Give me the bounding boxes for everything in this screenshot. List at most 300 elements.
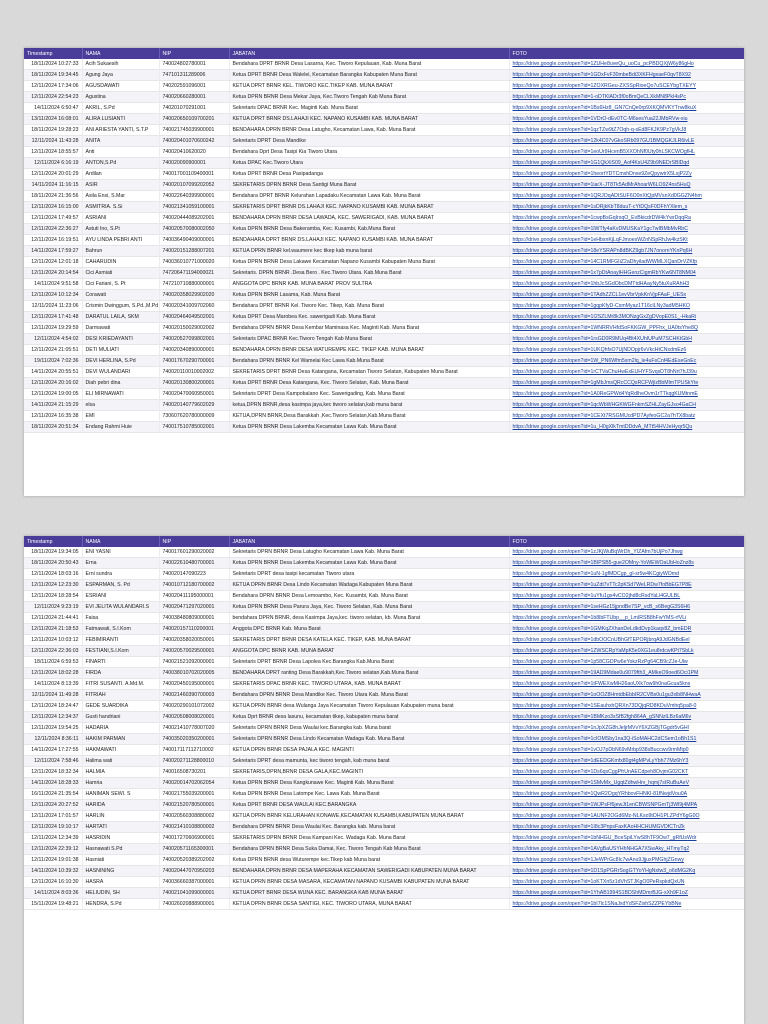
timestamp-cell: 12/11/2024 20:01:29 bbox=[24, 169, 82, 180]
foto-link[interactable]: https://drive.google.com/open?id=1G1QkXiS09_Aof4KsU4Z9b9NEDrSBlDqd bbox=[509, 158, 744, 169]
table-row bbox=[24, 213, 744, 224]
nama-cell: Hamria bbox=[82, 778, 159, 789]
jabatan-cell: Sekretaris DPRN BRNR Desa Lindo Kecamatan Wadaga Kab. Muna Barat bbox=[229, 734, 509, 745]
column-header-nip: NIP bbox=[159, 536, 229, 547]
foto-link[interactable]: https://drive.google.com/open?id=1oOOZ8HmtdbEbbIR2CVBs0u1gu3xlb8NHwaA bbox=[509, 690, 744, 701]
foto-link[interactable]: https://drive.google.com/open?id=1eoUr9HcenB5XXOhNf0Uty0hLSKCWOgfHL bbox=[509, 147, 744, 158]
data-table-1 bbox=[24, 48, 744, 433]
timestamp-cell: 12/11/2024 18:03:16 bbox=[24, 569, 82, 580]
jabatan-cell: Bendahara DPRN BRNR Desa Suka Damai, Kec. Tiworo Tengah Kab Muna Barat bbox=[229, 844, 509, 855]
nip-cell: 740020290101072002 bbox=[159, 701, 229, 712]
foto-link[interactable]: https://drive.google.com/open?id=1rsGD0R9MUq4Bt4XUhIUPuM7SCHKtGbH bbox=[509, 334, 744, 345]
timestamp-cell: 12/11/2024 12:34:39 bbox=[24, 833, 82, 844]
table-row bbox=[24, 169, 744, 180]
timestamp-cell: 12/11/2024 17:01:57 bbox=[24, 811, 82, 822]
table-row bbox=[24, 136, 744, 147]
foto-link[interactable]: https://drive.google.com/open?id=1nJpXZG8hJeljrMVvY6XZGBjTGgdr5vGHl bbox=[509, 723, 744, 734]
column-header-foto: FOTO bbox=[509, 536, 744, 547]
timestamp-cell: 12/11/2024 7:58:46 bbox=[24, 756, 82, 767]
table-row bbox=[24, 712, 744, 723]
table-row bbox=[24, 723, 744, 734]
foto-link[interactable]: https://drive.google.com/open?id=1u_H0gXlkTmtDDdvA_MTt54HVJeHyqr5Qu bbox=[509, 422, 744, 433]
table-row bbox=[24, 81, 744, 92]
timestamp-cell: 12/11/2024 16:35:38 bbox=[24, 411, 82, 422]
timestamp-cell: 13/11/2024 16:08:01 bbox=[24, 114, 82, 125]
table-row bbox=[24, 888, 744, 899]
table-row bbox=[24, 734, 744, 745]
nama-cell: Erni sundra bbox=[82, 569, 159, 580]
jabatan-cell: KETUA DPRT BRNR DESA WUNA KEC. BARANGKA KAB MUNA BARAT bbox=[229, 888, 509, 899]
nip-cell: 740020464049502001 bbox=[159, 312, 229, 323]
jabatan-cell: Bendahara DPRN BRNR Kel Wamelai Kec Lawa Kab.Muna Barat bbox=[229, 356, 509, 367]
jabatan-cell: Ketua DPRN BRNR Desa Lakawe Kecamatan Napano Kusambi Kabupaten Muna Barat bbox=[229, 257, 509, 268]
timestamp-cell: 14/11/2024 17:27:55 bbox=[24, 745, 82, 756]
foto-link[interactable]: https://drive.google.com/open?id=1seHGz15jpndBe7SP_vcB_s6BegG3S6H6 bbox=[509, 602, 744, 613]
foto-link[interactable]: https://drive.google.com/open?id=1dbOOCnUBhGfTEPORjbrqA9JdGNBdEeI bbox=[509, 635, 744, 646]
foto-link[interactable]: https://drive.google.com/open?id=1VDrO-dEv0TC-M6sesYua22JMbRVw-xiu bbox=[509, 114, 744, 125]
jabatan-cell: Bendahara DPRT BRNR Desa Lasarna, Kec. Tiworo Kepulauan, Kab. Muna Barat bbox=[229, 59, 509, 70]
table-row bbox=[24, 547, 744, 558]
foto-link[interactable]: https://drive.google.com/open?id=1gqpKfyD-CsmMyaz1T16clLNy3adM5HKO bbox=[509, 301, 744, 312]
nama-cell: Erna bbox=[82, 558, 159, 569]
timestamp-cell: 12/11/2024 19:54:25 bbox=[24, 723, 82, 734]
foto-link[interactable]: https://drive.google.com/open?id=1rCTVaChuHwExEUHYFSvqsDT8hNrt7hJ39u bbox=[509, 367, 744, 378]
jabatan-cell: Sekretaris DPRT Desa Mandike bbox=[229, 136, 509, 147]
jabatan-cell: Ketua DPRN BRNR Desa Latompe Kec. Lawa Kab. Muna Barat bbox=[229, 789, 509, 800]
nama-cell: ELI MIRNAWATI bbox=[82, 389, 159, 400]
nip-cell: 747210710880000001 bbox=[159, 279, 229, 290]
nama-cell: FEBIMIRANTI bbox=[82, 635, 159, 646]
foto-link[interactable]: https://drive.google.com/open?id=1cwpBsGqIrxqO_EvBkicdrDW4kYwrDqqRa bbox=[509, 213, 744, 224]
foto-link[interactable]: https://drive.google.com/open?id=1iarX-JT8Tk5AdMrAhoarW6LO9Z4ns5HuQ bbox=[509, 180, 744, 191]
nama-cell: HAKIM PARMAN bbox=[82, 734, 159, 745]
foto-link[interactable]: https://drive.google.com/open?id=1WJPsFf6jewJt1enCBWSNPGmTj3Wl9j4MPA bbox=[509, 800, 744, 811]
timestamp-cell: 16/11/2024 21:35:54 bbox=[24, 789, 82, 800]
foto-link[interactable]: https://drive.google.com/open?id=1Ds6qsCggPfrUnAECdpeh8OvjmG02CKT bbox=[509, 767, 744, 778]
jabatan-cell: KETUA,DPRN BRNR,Desa Barakkah ,Kec.Tiworo Selatan,Kab.Muna Barat bbox=[229, 411, 509, 422]
nama-cell: HAKMAWATI bbox=[82, 745, 159, 756]
timestamp-cell: 12/11/2024 17:41:48 bbox=[24, 312, 82, 323]
nama-cell: ESPARMAN, S. Pd bbox=[82, 580, 159, 591]
table-row bbox=[24, 290, 744, 301]
nip-cell: 740026020888900001 bbox=[159, 899, 229, 910]
timestamp-cell: 18/11/2024 20:50:43 bbox=[24, 558, 82, 569]
nip-cell: 740020340890000001 bbox=[159, 345, 229, 356]
table-row bbox=[24, 822, 744, 833]
timestamp-cell: 18/11/2024 20:51:34 bbox=[24, 422, 82, 433]
nama-cell: Darmawati bbox=[82, 323, 159, 334]
timestamp-cell: 14/11/2024 11:16:15 bbox=[24, 180, 82, 191]
table-row bbox=[24, 92, 744, 103]
timestamp-cell: 12/11/2024 18:55:57 bbox=[24, 147, 82, 158]
table-row bbox=[24, 701, 744, 712]
foto-link[interactable]: https://drive.google.com/open?id=19AD9Mdae0u9079fth3_AMkeO9oed6Oci1PM bbox=[509, 668, 744, 679]
table-row bbox=[24, 400, 744, 411]
nip-cell: 740020147090223 bbox=[159, 569, 229, 580]
jabatan-cell: Bendahara DPRN BRNR Desa Mandike Kec. Tiworo Utara Kab. Muna Barat bbox=[229, 690, 509, 701]
nama-cell: ASIR bbox=[82, 180, 159, 191]
timestamp-cell: 12/11/2024 19:00:05 bbox=[24, 389, 82, 400]
jabatan-cell: BENDAHARA DPRT BRNR DS.LAHAJI KEC. NAPANO KUSAMBI KAB. MUNA BARAT bbox=[229, 235, 509, 246]
foto-link[interactable]: https://drive.google.com/open?id=1AVgBaUSYHhNHGA7XSwAky_HTmyTq2 bbox=[509, 844, 744, 855]
table-row bbox=[24, 411, 744, 422]
table-row bbox=[24, 602, 744, 613]
timestamp-cell: 12/11/2024 4:54:02 bbox=[24, 334, 82, 345]
foto-link[interactable]: https://drive.google.com/open?id=1bI7lc1SNaJxdYdSFZixhSZZPEYbBNe bbox=[509, 899, 744, 910]
foto-link[interactable]: https://drive.google.com/open?id=1dEEDGKmfx80gt4gMPvLyYbh77Mz6hY3 bbox=[509, 756, 744, 767]
foto-link[interactable]: https://drive.google.com/open?id=1uN-1gfMDCgp_gl-sr5w4KCgiyWOmd bbox=[509, 569, 744, 580]
table-row bbox=[24, 125, 744, 136]
sheet-page-2 bbox=[24, 536, 744, 1024]
jabatan-cell: Ketua DPRN BRNR Desa Lakemba Kecamatan Lawa Kab. Muna Barat bbox=[229, 422, 509, 433]
foto-link[interactable]: https://drive.google.com/open?id=1lWTfy4aKvDMUSKaY1gc7wIBMbMvRbC bbox=[509, 224, 744, 235]
foto-link[interactable]: https://drive.google.com/open?id=1hbJcSGdObcDMTtdHAayNy5tuXuRAhH3 bbox=[509, 279, 744, 290]
nama-cell: Hasnawati S.Pd bbox=[82, 844, 159, 855]
nama-cell: Anti bbox=[82, 147, 159, 158]
foto-link[interactable]: https://drive.google.com/open?id=1gMbJmsQRcCCQsRCFWjlzBbMlmTPUSkYte bbox=[509, 378, 744, 389]
jabatan-cell: Ketua DPRT BRNR Desa Walelei, Kecamatan Barangka Kabupaten Muna Barat bbox=[229, 70, 509, 81]
jabatan-cell: Sekretaris DPAC BRNR Kec.Tiworo Tengah Kab Muna Barat bbox=[229, 334, 509, 345]
timestamp-cell: 12/11/2024 12:01:18 bbox=[24, 257, 82, 268]
foto-link[interactable]: https://drive.google.com/open?id=1A0ReGPWd4YqRdlheOvm1rTTkqgKUMtnmE bbox=[509, 389, 744, 400]
nama-cell: HARLIN bbox=[82, 811, 159, 822]
timestamp-cell: 12/11/2024 16:10:30 bbox=[24, 877, 82, 888]
nama-cell: DARATUL LAILA, SKM bbox=[82, 312, 159, 323]
foto-link[interactable]: https://drive.google.com/open?id=1GMKqZXhanDeLdkdDvp1kaqv8Z_bmEDR bbox=[509, 624, 744, 635]
jabatan-cell: Ketua DPRN BRNR Desa Bakeramba, Kec. Kusambi, Kab.Muna Barat bbox=[229, 224, 509, 235]
nama-cell: elsa bbox=[82, 400, 159, 411]
foto-link[interactable]: https://drive.google.com/open?id=1AUNF2OGd6Mz-NLKso9tOH1PLZPdY6gG0O bbox=[509, 811, 744, 822]
jabatan-cell: Sekretaris DPAC BRNR Kec. Maginti Kab. Muna Barat bbox=[229, 103, 509, 114]
nama-cell: Cici Fariani, S. Pt bbox=[82, 279, 159, 290]
timestamp-cell: 12/11/2024 16:19:51 bbox=[24, 235, 82, 246]
nip-cell: 740020411195000001 bbox=[159, 591, 229, 602]
timestamp-cell: 12/11/2024 21:44:41 bbox=[24, 613, 82, 624]
timestamp-cell: 14/11/2024 20:55:51 bbox=[24, 367, 82, 378]
table-row bbox=[24, 202, 744, 213]
foto-link[interactable]: https://drive.google.com/open?id=1QwR2OgqYRhbovFHNKl-81fNwjdVou0A bbox=[509, 789, 744, 800]
jabatan-cell: SEKRETARIS DPRT BRNR DESA KATELA KEC. TIKEP, KAB. MUNA BARAT bbox=[229, 635, 509, 646]
nama-cell: DEVI WULANDARI bbox=[82, 367, 159, 378]
nip-cell: 740020447070950203 bbox=[159, 866, 229, 877]
foto-link[interactable]: https://drive.google.com/open?id=1SEauhxhQRXn73DQjqRD8KDuVmhq5pa8-0 bbox=[509, 701, 744, 712]
foto-link[interactable]: https://drive.google.com/open?id=1QRJOqADISUF6O0nXtQpMVsnXd0GGZN4hm bbox=[509, 191, 744, 202]
foto-link[interactable]: https://drive.google.com/open?id=1zJKjWuBqWrDh_YIZAfm7bUjPo7Jhwg bbox=[509, 547, 744, 558]
nip-cell: 740020140779602029 bbox=[159, 400, 229, 411]
nama-cell: ANI ARIESTA YANTI, S.T.P bbox=[82, 125, 159, 136]
foto-link[interactable]: https://drive.google.com/open?id=1SMvMx_UgqtZdhwHrv_hqmj7sIRuBuAeV bbox=[509, 778, 744, 789]
foto-link[interactable]: https://drive.google.com/open?id=1ZOXRGeu-ZXSSpRioeQo7uSCEYbgTXEYY bbox=[509, 81, 744, 92]
nip-cell: 740020650109700201 bbox=[159, 114, 229, 125]
jabatan-cell: Ketua DPRT BRNR Desa Katangana, Kec. Tiworo Selatan, Kab. Muna Barat bbox=[229, 378, 509, 389]
nama-cell: HASRA bbox=[82, 877, 159, 888]
foto-link[interactable]: https://drive.google.com/open?id=1bNHGU_BceSpiLYwS8hTF9Ow7_gRfUsWdr bbox=[509, 833, 744, 844]
table-row bbox=[24, 635, 744, 646]
foto-link[interactable]: https://drive.google.com/open?id=1qzTZw9tZ7Oqh-q-sEd8FKJK9Pz7gVkJ8 bbox=[509, 125, 744, 136]
foto-link[interactable]: https://drive.google.com/open?id=1ZWSCRpYaMpK5e0XG1eu8rdcwKPt7SbLk bbox=[509, 646, 744, 657]
foto-link[interactable]: https://drive.google.com/open?id=18eYSRAPn8dBKZ9gb7JN7onornYKnPq6H bbox=[509, 246, 744, 257]
jabatan-cell: Ketua Dprt BRNR desa lasunu, kecamatan tikep, kabupaten muna barat bbox=[229, 712, 509, 723]
timestamp-cell: 12/11/2024 19:29:59 bbox=[24, 323, 82, 334]
nama-cell: FIRDA bbox=[82, 668, 159, 679]
sheet-page-1 bbox=[24, 48, 744, 496]
timestamp-cell: 12/11/2024 18:28:54 bbox=[24, 591, 82, 602]
nip-cell: 740021410108800002 bbox=[159, 822, 229, 833]
nama-cell: ALIRA LUSIANTI bbox=[82, 114, 159, 125]
jabatan-cell: KETUA DPRN BRNR DESA PAJALA KEC. MAGINTI bbox=[229, 745, 509, 756]
timestamp-cell: 12/11/2024 19:01:38 bbox=[24, 855, 82, 866]
timestamp-cell: 14/11/2024 9:51:58 bbox=[24, 279, 82, 290]
timestamp-cell: 12/11/2024 11:23:06 bbox=[24, 301, 82, 312]
nip-cell: 740020527099802001 bbox=[159, 334, 229, 345]
jabatan-cell: Bendahara DPRN BRNR Desa Lemoambo, Kec. Kusambi, Kab. Muna Barat bbox=[229, 591, 509, 602]
timestamp-cell: 18/11/2024 19:34:05 bbox=[24, 547, 82, 558]
table-row bbox=[24, 613, 744, 624]
jabatan-cell: BENDAHARA DPRT ranting Desa Barakkah,Kec.Tiworo selatan,Kab.Muna Barat bbox=[229, 668, 509, 679]
foto-link[interactable]: https://drive.google.com/open?id=1ZUHe8uveQu_uoCu_pcPBDQXjW6y86gHo bbox=[509, 59, 744, 70]
nama-cell: HARIDA bbox=[82, 800, 159, 811]
timestamp-cell: 18/11/2024 21:36:56 bbox=[24, 191, 82, 202]
jabatan-cell: KETUA DPRN BRNR DESA MASARA, KECAMATAN NAPANO KUSAMBI KABUPATEN MUNA BARAT bbox=[229, 877, 509, 888]
jabatan-cell: Ketua DPRN BRNR Desa Mekar Jaya, Kec.Tiworo Tengah Kab Muna Barat bbox=[229, 92, 509, 103]
nip-cell: 740020341009702060 bbox=[159, 301, 229, 312]
foto-link[interactable]: https://drive.google.com/open?id=1D1SpPGRrSogGTYoYHgNxtw3_o6dMG2Kq bbox=[509, 866, 744, 877]
jabatan-cell: Bendahara Dprt Desa Tasipi Kia Tiworo Utara bbox=[229, 147, 509, 158]
foto-link[interactable]: https://drive.google.com/open?id=1Bs6Hz8_GN7CnQe0rp9XKQMVKYTnw8kuX bbox=[509, 103, 744, 114]
nip-cell: 740010712180700002 bbox=[159, 580, 229, 591]
nama-cell: Bahrun bbox=[82, 246, 159, 257]
nama-cell: HASNINING bbox=[82, 866, 159, 877]
timestamp-cell: 12/11/2024 20:14:54 bbox=[24, 268, 82, 279]
nip-cell: 740020450195000001 bbox=[159, 679, 229, 690]
timestamp-cell: 18/11/2024 19:28:23 bbox=[24, 125, 82, 136]
table-row bbox=[24, 745, 744, 756]
table-row bbox=[24, 789, 744, 800]
column-header-jabatan: JABATAN bbox=[229, 536, 509, 547]
timestamp-cell: 12/11/2024 20:27:52 bbox=[24, 800, 82, 811]
foto-link[interactable]: https://drive.google.com/open?id=1I8c3PnpsFaxKAoHHCHUMGVDfCTnZk bbox=[509, 822, 744, 833]
nama-cell: DEVI HERLINA, S.Pd bbox=[82, 356, 159, 367]
foto-link[interactable]: https://drive.google.com/open?id=12k4C07vGkoSRb097GU1BMQGKJLR6ivLE bbox=[509, 136, 744, 147]
foto-link[interactable]: https://drive.google.com/open?id=1WNRRVHfdSoFKKGW_PPFhx_UA0tsYhe8Q bbox=[509, 323, 744, 334]
nip-cell: 740036010771000020 bbox=[159, 257, 229, 268]
table-row bbox=[24, 158, 744, 169]
nip-cell: 740017270606900001 bbox=[159, 833, 229, 844]
nama-cell: Faisa bbox=[82, 613, 159, 624]
nama-cell: FITRI SUSANTI. A.Md.M. bbox=[82, 679, 159, 690]
timestamp-cell: 12/11/2024 22:36:27 bbox=[24, 224, 82, 235]
foto-link[interactable]: https://drive.google.com/open?id=1I2SZLMr8k3MONzgGxZgDVopE0S1_-HkaRi bbox=[509, 312, 744, 323]
jabatan-cell: SEKRETARIS DPRT BRNR DS.LAHAJI KEC. NAPANO KUSAMBI KAB. MUNA BARAT bbox=[229, 202, 509, 213]
table-row bbox=[24, 180, 744, 191]
jabatan-cell: Sekretaris. DPRN BRNR .Desa Bero . Kec.Tiworo Utara. Kab.Muna Barat bbox=[229, 268, 509, 279]
foto-link[interactable]: https://drive.google.com/open?id=1uYfu1gx4vCO2jhd8cRsdYaLl4GULBL bbox=[509, 591, 744, 602]
nama-cell: Diah pebri dina bbox=[82, 378, 159, 389]
table-row bbox=[24, 833, 744, 844]
timestamp-cell: 14/11/2024 21:15:29 bbox=[24, 400, 82, 411]
data-table-2 bbox=[24, 536, 744, 910]
nama-cell: ANTON,S.Pd bbox=[82, 158, 159, 169]
table-row bbox=[24, 356, 744, 367]
foto-link[interactable]: https://drive.google.com/open?id=1heortYDTCmxhDnxe9ZeQpywtrX5LsjP2Zy bbox=[509, 169, 744, 180]
nama-cell: DESI KRIEDAYANTI bbox=[82, 334, 159, 345]
nip-cell: 740020401070600242 bbox=[159, 136, 229, 147]
foto-link[interactable]: https://drive.google.com/open?id=1b8lbFTUbp__p_LmIRSB8hFwYMS-rfVLi bbox=[509, 613, 744, 624]
timestamp-cell: 12/11/2024 10:12:34 bbox=[24, 290, 82, 301]
table-row bbox=[24, 279, 744, 290]
table-row bbox=[24, 268, 744, 279]
table-row bbox=[24, 569, 744, 580]
foto-link[interactable]: https://drive.google.com/open?id=1qcWbWHGKWGFnkmSZHLZayGJso4GaCH bbox=[509, 400, 744, 411]
foto-link[interactable]: https://drive.google.com/open?id=1vOJ7pDbN69vMrbp938sBuccwv9rmMtp0 bbox=[509, 745, 744, 756]
jabatan-cell: Ketua DPRN BRNR Desa Lakemba Kecamatan Lawa Kab. Muna Barat bbox=[229, 558, 509, 569]
column-header-foto: FOTO bbox=[509, 48, 744, 59]
jabatan-cell: Ketua DPRT Desa Marobea Kec. sawerigadi Kab. Muna Barat bbox=[229, 312, 509, 323]
jabatan-cell: Ketua DPRN BRNR Desa Parura Jaya, Kec. Tiworo Selatan, Kab. Muna Barat bbox=[229, 602, 509, 613]
nip-cell: 740020150029002002 bbox=[159, 323, 229, 334]
nip-cell: 740020520389202002 bbox=[159, 855, 229, 866]
nama-cell: Gusti handriani bbox=[82, 712, 159, 723]
timestamp-cell: 18/11/2024 10:27:33 bbox=[24, 59, 82, 70]
nama-cell: Fatmawati, S.I.Kom bbox=[82, 624, 159, 635]
table-row bbox=[24, 690, 744, 701]
timestamp-cell: 12/11/2024 6:16:19 bbox=[24, 158, 82, 169]
table-row bbox=[24, 257, 744, 268]
nama-cell: EVI JELITA WULANDARI.S bbox=[82, 602, 159, 613]
nip-cell: 740021520780500001 bbox=[159, 800, 229, 811]
jabatan-cell: SEKRETARIS DPAC BRNR KEC. TIWORO UTARA, KAB. MUNA BARAT bbox=[229, 679, 509, 690]
jabatan-cell: KETUA DPRN BRNR DESA SANTIGI, KEC. TIWORO UTARA, MUNA BARAT bbox=[229, 899, 509, 910]
jabatan-cell: Sekretaris DPRT BRNR Desa Lapolea Kec.Barangka Kab.Muna Barat bbox=[229, 657, 509, 668]
nip-cell: 740035020350200001 bbox=[159, 734, 229, 745]
timestamp-cell: 15/11/2024 19:48:21 bbox=[24, 899, 82, 910]
foto-link[interactable]: https://drive.google.com/open?id=1W_PN6Wfm5sm2lq_le4uFsCnf4EdEseGnEc bbox=[509, 356, 744, 367]
nama-cell: Asila Ensi, S.Mar bbox=[82, 191, 159, 202]
nip-cell: 740020570029500001 bbox=[159, 646, 229, 657]
jabatan-cell: Sekretaris DPRT desa mamunta, kec tiworo tengah, kab muna barat bbox=[229, 756, 509, 767]
timestamp-cell: 12/11/2024 18:02:28 bbox=[24, 668, 82, 679]
nama-cell: EMI bbox=[82, 411, 159, 422]
table-row bbox=[24, 646, 744, 657]
nip-cell: 740020571165300001 bbox=[159, 844, 229, 855]
nip-cell: 740020470060950001 bbox=[159, 389, 229, 400]
foto-link[interactable]: https://drive.google.com/open?id=1oKTXn5z1dVhSTJKgO0PeRspkdQxUN bbox=[509, 877, 744, 888]
jabatan-cell: SEKRETARIS DPRN BRNR Desa Kampani Kec. Wadaga Kab. Muna Barat bbox=[229, 833, 509, 844]
column-header-timestamp: Timestamp bbox=[24, 48, 82, 59]
nip-cell: 740021460390700003 bbox=[159, 690, 229, 701]
table-row bbox=[24, 312, 744, 323]
jabatan-cell: Bendahara DPRT BRNR Kelurahan Lapadaku Kecamatan Lawa Kab. Muna Barat bbox=[229, 191, 509, 202]
foto-link[interactable]: https://drive.google.com/open?id=1tFWEXwMH26aoUXk7ow9h0naGcua5kns bbox=[509, 679, 744, 690]
table-row bbox=[24, 877, 744, 888]
table-row bbox=[24, 345, 744, 356]
jabatan-cell: BENDAHARA DPRN BRNR DESA LAWADA, KEC. SAWERIGADI, KAB. MUNA BARAT bbox=[229, 213, 509, 224]
nama-cell: Acih Sukaesih bbox=[82, 59, 159, 70]
jabatan-cell: BENDAHARA DPRN BRNR Desa Latugho, Kecamatan Lawa, Kab. Muna Barat bbox=[229, 125, 509, 136]
foto-link[interactable]: https://drive.google.com/open?id=1BIPSB5-gue2OMny-YoWEWOaUbHoZnz8s bbox=[509, 558, 744, 569]
timestamp-cell: 12/11/2024 22:54:23 bbox=[24, 92, 82, 103]
jabatan-cell: Sekretaris DPRT desa tasipi kecamatan Tiworo utara bbox=[229, 569, 509, 580]
timestamp-cell: 18/11/2024 6:59:53 bbox=[24, 657, 82, 668]
nip-cell: 740020157110200001 bbox=[159, 624, 229, 635]
nama-cell: ENI YASNI bbox=[82, 547, 159, 558]
jabatan-cell: Sekretaris DPRT Desa Kampobalano Kec. Sawerigading, Kab. Muna Barat bbox=[229, 389, 509, 400]
nama-cell: DETI MULIATI bbox=[82, 345, 159, 356]
nama-cell: Crismin Dwinggum, S.Pd.,M.Pd bbox=[82, 301, 159, 312]
table-row bbox=[24, 591, 744, 602]
foto-link[interactable]: https://drive.google.com/open?id=1p58CGDPw6eYokzRzPg64CB9cZJe-Ulw bbox=[509, 657, 744, 668]
nama-cell: AKRIL, S.Pd bbox=[82, 103, 159, 114]
foto-link[interactable]: https://drive.google.com/open?id=1x7pDtAnaylHHGenzCigmRbYKw6NT8NM04 bbox=[509, 268, 744, 279]
foto-link[interactable]: https://drive.google.com/open?id=14C1RMFGIiZ2aDhyiladWWMLXQanDrVZKfp bbox=[509, 257, 744, 268]
jabatan-cell: SEKRETARIS,DPRN,BRNR DESA GALA,KEC.MAGINTI bbox=[229, 767, 509, 778]
timestamp-cell: 12/11/2024 18:24:47 bbox=[24, 701, 82, 712]
nama-cell: Hasniati bbox=[82, 855, 159, 866]
foto-link[interactable]: https://drive.google.com/open?id=1eHbxnKjLqFJmoesWZnNSpRhJw4kzSKt bbox=[509, 235, 744, 246]
nip-cell: 740020444089202001 bbox=[159, 213, 229, 224]
table-row bbox=[24, 334, 744, 345]
timestamp-cell: 12/11/2024 11:49:28 bbox=[24, 690, 82, 701]
foto-link[interactable]: https://drive.google.com/open?id=1TAdhZZCL1evVbrVpkKnVjpFAaF_UESx bbox=[509, 290, 744, 301]
jabatan-cell: Ketua DPRT BRNR Desa Pasipadanga bbox=[229, 169, 509, 180]
jabatan-cell: ANGGOTA DPC BRNR KAB. MUNA BARAT bbox=[229, 646, 509, 657]
foto-link[interactable]: https://drive.google.com/open?id=1JeWPrGc8Ic7wAnu9JjjuxPMGhjZGnwy bbox=[509, 855, 744, 866]
table-row bbox=[24, 811, 744, 822]
foto-link[interactable]: https://drive.google.com/open?id=1-oDTKlADr3f0oBmQeCLXkMN8PkI4sPc bbox=[509, 92, 744, 103]
timestamp-cell: 14/11/2024 10:39:32 bbox=[24, 866, 82, 877]
nama-cell: HENDRA, S.Pd bbox=[82, 899, 159, 910]
nama-cell: ESRIANI bbox=[82, 591, 159, 602]
timestamp-cell: 12/11/2024 11:43:28 bbox=[24, 136, 82, 147]
table-row bbox=[24, 624, 744, 635]
jabatan-cell: Ketua DPRN BRNR Desa Kangkunawe Kec. Maginti Kab. Muna Barat bbox=[229, 778, 509, 789]
foto-link[interactable]: https://drive.google.com/open?id=1UKQhfsO7UjNDOpjr6vVkcHtCNxdmEz6 bbox=[509, 345, 744, 356]
foto-link[interactable]: https://drive.google.com/open?id=1sDRjkKbT8duuT-cYtDQsF0DFhYXlem_s bbox=[509, 202, 744, 213]
table-row bbox=[24, 191, 744, 202]
jabatan-cell: KETUA DPRN BRNR KELURAHAN KONAWE,KECAMATAN KUSAMBI,KABUPATEN MUNA BARAT bbox=[229, 811, 509, 822]
column-header-timestamp: Timestamp bbox=[24, 536, 82, 547]
timestamp-cell: 12/11/2024 12:34:37 bbox=[24, 712, 82, 723]
table-row bbox=[24, 59, 744, 70]
timestamp-cell: 12/11/2024 19:10:17 bbox=[24, 822, 82, 833]
jabatan-cell: BENDAHARA DPRN BRNR DESA WATUREMPE KEC. TIKEP KAB. MUNA BARAT bbox=[229, 345, 509, 356]
nip-cell: 740020570080002050 bbox=[159, 224, 229, 235]
foto-link[interactable]: https://drive.google.com/open?id=1CEXt7RSGMUcdPD7AyfeoGC2a7hTX8batz bbox=[509, 411, 744, 422]
nama-cell: HALMIA bbox=[82, 767, 159, 778]
jabatan-cell: SEKRETARIS DPRT BRNR Desa Katangana, Kecamatan Tiworo Selatan, Kabupaten Muna Barat bbox=[229, 367, 509, 378]
foto-link[interactable]: https://drive.google.com/open?id=1YhAB1994S1BDShMDmrBJG-xXh9F1oZ bbox=[509, 888, 744, 899]
jabatan-cell: KETUA DPRN BRNR kel.waumere kec tikep kab muna barat bbox=[229, 246, 509, 257]
nip-cell: 740020471297020001 bbox=[159, 602, 229, 613]
nama-cell: HELIUDIN, SH bbox=[82, 888, 159, 899]
nip-cell: 740017001109400001 bbox=[159, 169, 229, 180]
foto-link[interactable]: https://drive.google.com/open?id=1GDxFvF30mbeBdi3XKFHgxaeF0qvT8X92 bbox=[509, 70, 744, 81]
table-row bbox=[24, 558, 744, 569]
nip-cell: 740020560308880002 bbox=[159, 811, 229, 822]
table-row bbox=[24, 103, 744, 114]
timestamp-cell: 12/11/2024 22:36:03 bbox=[24, 646, 82, 657]
foto-link[interactable]: https://drive.google.com/open?id=1cIOMSby1na3Q-iSoMAHC2dCSem1oBh1S1 bbox=[509, 734, 744, 745]
nama-cell: Endang Rahmi Huie bbox=[82, 422, 159, 433]
foto-link[interactable]: https://drive.google.com/open?id=1BMKzo3sSfB2fgh864A_gSNNzlLBz6aM6v bbox=[509, 712, 744, 723]
foto-link[interactable]: https://drive.google.com/open?id=1uZdt7vTTc2pKSd7WeLRDw7foBbEG7P8E bbox=[509, 580, 744, 591]
table-row bbox=[24, 580, 744, 591]
table-row bbox=[24, 855, 744, 866]
jabatan-cell: Bendahara DPRN BRNR Desa Kembar Maminasa Kec. Maginti Kab. Muna Barat bbox=[229, 323, 509, 334]
table-row bbox=[24, 147, 744, 158]
table-row bbox=[24, 389, 744, 400]
nip-cell: 740202591096001 bbox=[159, 81, 229, 92]
